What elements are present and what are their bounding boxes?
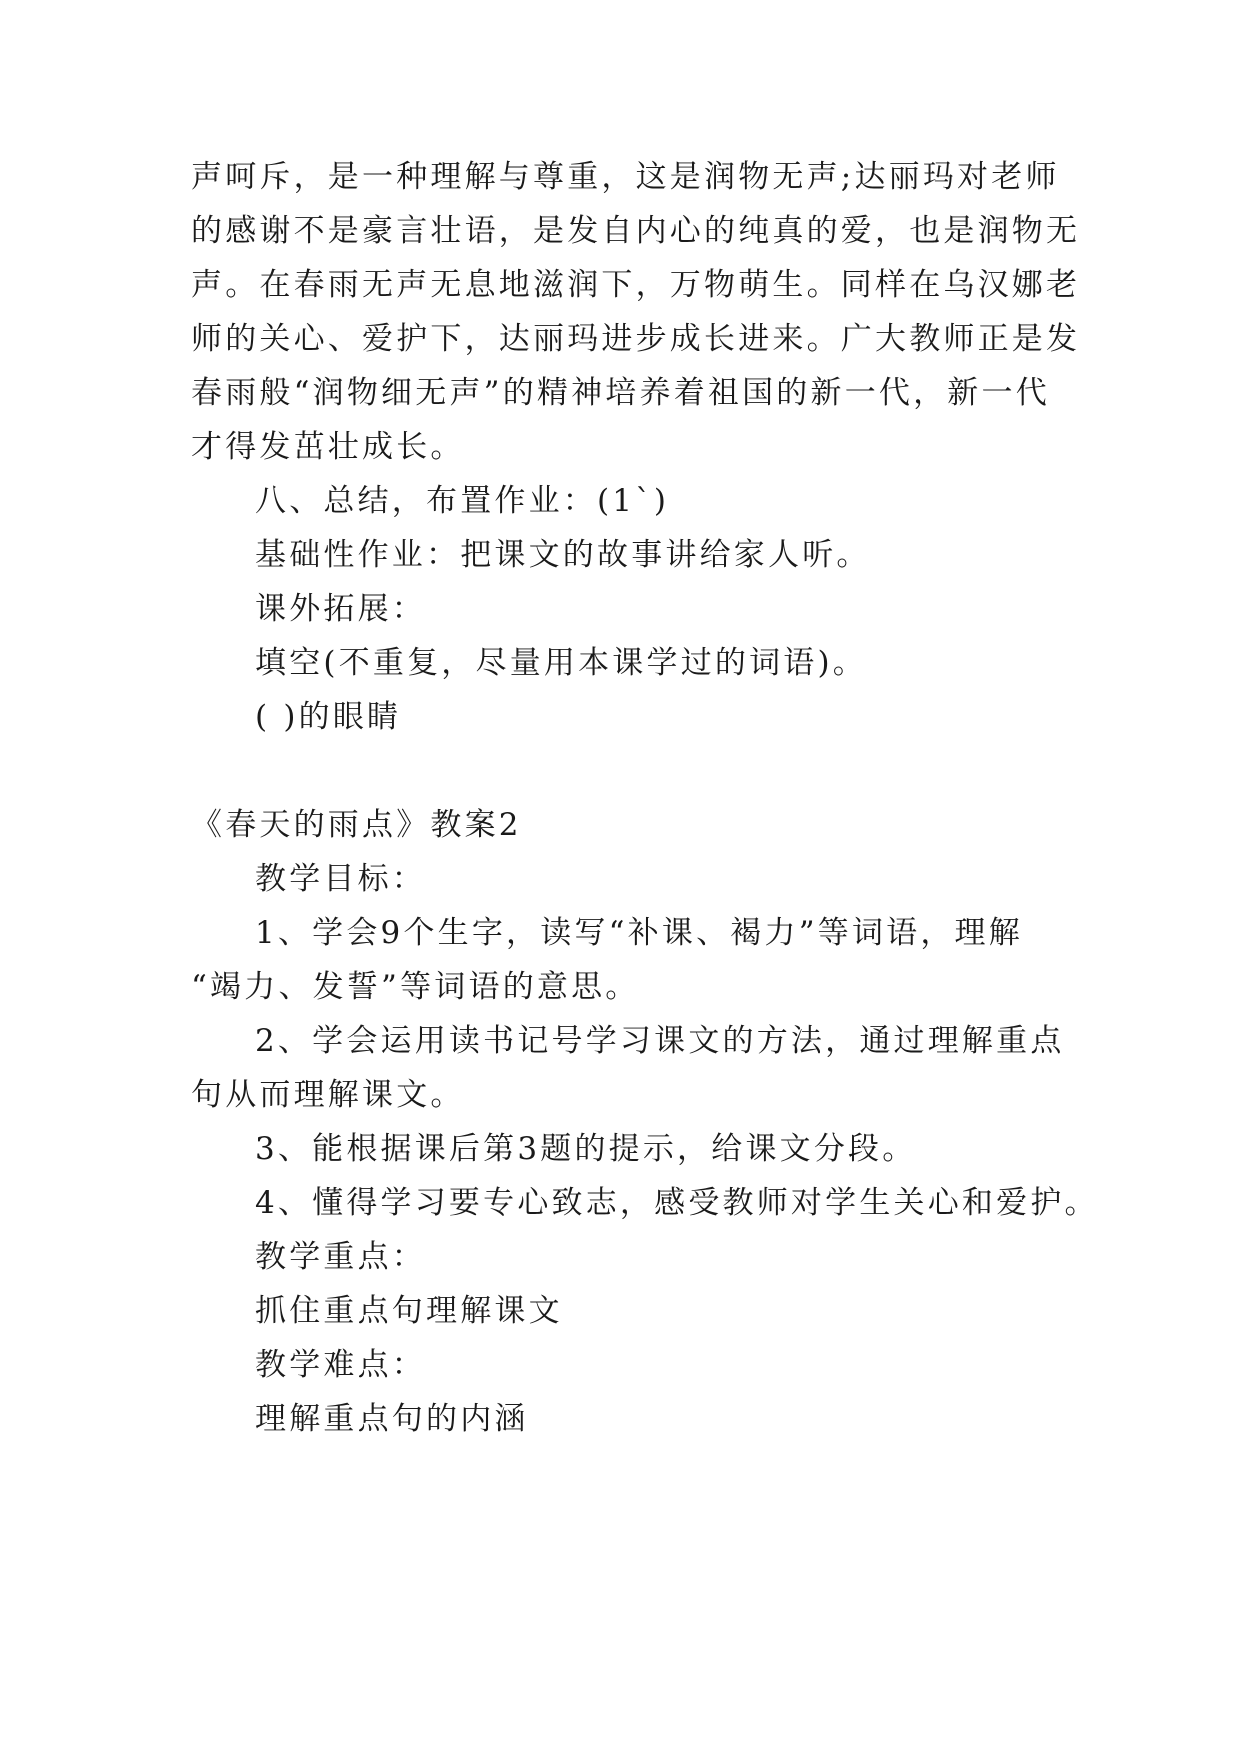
paragraph-line: 师的关心、爱护下，达丽玛进步成长进来。广大教师正是发 bbox=[191, 321, 1081, 357]
difficulties-label: 教学难点： bbox=[255, 1347, 426, 1383]
homework-basic: 基础性作业：把课文的故事讲给家人听。 bbox=[255, 537, 871, 573]
objective-1-continued: “竭力、发誓”等词语的意思。 bbox=[191, 969, 640, 1005]
fill-blank-instruction: 填空(不重复，尽量用本课学过的词语)。 bbox=[255, 645, 867, 681]
objective-1: 1、学会9个生字，读写“补课、褐力”等词语，理解 bbox=[255, 915, 1023, 951]
paragraph-line: 春雨般“润物细无声”的精神培养着祖国的新一代，新一代 bbox=[191, 375, 1050, 411]
extension-label: 课外拓展： bbox=[255, 591, 426, 627]
lesson-title: 《春天的雨点》教案2 bbox=[191, 807, 522, 843]
fill-blank-item: ( )的眼睛 bbox=[255, 699, 402, 735]
paragraph-line: 的感谢不是豪言壮语，是发自内心的纯真的爱，也是润物无 bbox=[191, 213, 1081, 249]
section-heading: 八、总结，布置作业：(1`) bbox=[255, 483, 670, 519]
key-points-text: 抓住重点句理解课文 bbox=[255, 1293, 563, 1329]
paragraph-line: 才得发茁壮成长。 bbox=[191, 429, 465, 465]
objective-4: 4、懂得学习要专心致志，感受教师对学生关心和爱护。 bbox=[255, 1185, 1099, 1221]
objective-2: 2、学会运用读书记号学习课文的方法，通过理解重点 bbox=[255, 1023, 1065, 1059]
key-points-label: 教学重点： bbox=[255, 1239, 426, 1275]
paragraph-line: 声呵斥，是一种理解与尊重，这是润物无声;达丽玛对老师 bbox=[191, 159, 1060, 195]
difficulties-text: 理解重点句的内涵 bbox=[255, 1401, 529, 1437]
objectives-label: 教学目标： bbox=[255, 861, 426, 897]
objective-3: 3、能根据课后第3题的提示，给课文分段。 bbox=[255, 1131, 917, 1167]
paragraph-line: 声。在春雨无声无息地滋润下，万物萌生。同样在乌汉娜老 bbox=[191, 267, 1081, 303]
objective-2-continued: 句从而理解课文。 bbox=[191, 1077, 465, 1113]
